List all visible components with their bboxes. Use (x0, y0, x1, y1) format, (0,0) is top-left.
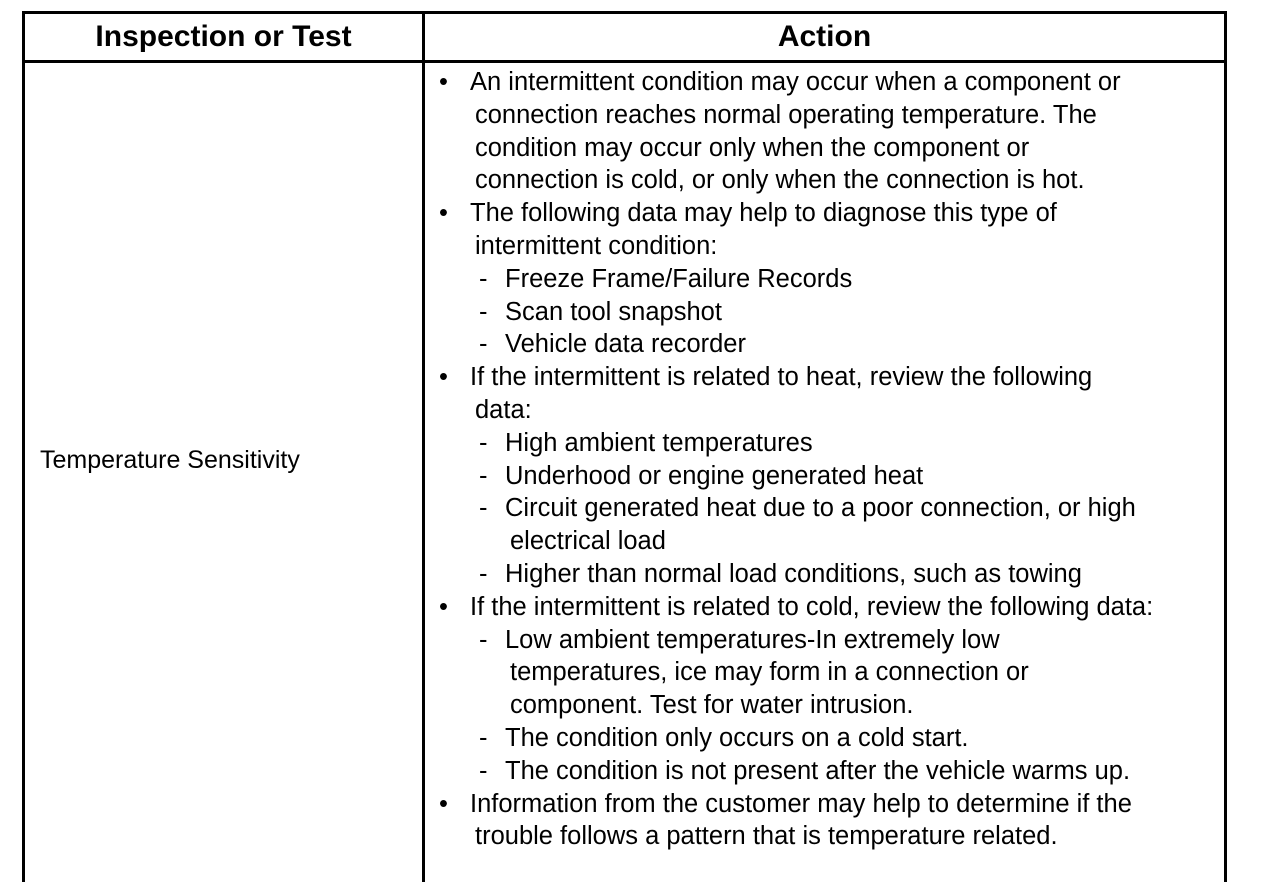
action-bullet-item (437, 66, 1217, 197)
action-sub-list (437, 624, 1217, 788)
action-sub-item (437, 328, 1217, 361)
action-sub-item (437, 624, 1217, 722)
action-bullet-item (437, 788, 1217, 854)
action-bullet-item (437, 361, 1217, 591)
header-action: Action (777, 20, 872, 53)
action-sub-line: - Circuit generated heat due to a poor connection, or high (505, 494, 1136, 523)
action-sub-line: - Underhood or engine generated heat (505, 461, 924, 490)
inspection-name-cell: Temperature Sensitivity (40, 446, 300, 474)
action-sub-item (437, 755, 1217, 788)
action-sub-line: - Freeze Frame/Failure Records (505, 264, 853, 293)
action-bullet-line: • An intermittent condition may occur when a component or (470, 68, 1121, 96)
action-sub-line: - The condition only occurs on a cold start. (505, 723, 969, 752)
action-sub-line: - Low ambient temperatures-In extremely low (505, 625, 1000, 654)
action-sub-line: component. Test for water intrusion. (510, 691, 914, 720)
action-bullet-line: connection is cold, or only when the connection is hot. (475, 166, 1085, 195)
action-bullet-line: data: (475, 395, 532, 424)
action-sub-item (437, 427, 1217, 460)
action-sub-line: temperatures, ice may form in a connection or (510, 658, 1029, 687)
action-bullet-line: • Information from the customer may help to determine if the (470, 789, 1132, 818)
action-sub-item (437, 296, 1217, 329)
action-sub-item (437, 492, 1217, 558)
action-bullet-line: connection reaches normal operating temperature. The (475, 100, 1097, 129)
action-sub-list (437, 427, 1217, 591)
action-bullet-item (437, 591, 1217, 788)
action-sub-item (437, 460, 1217, 493)
action-bullet-line: • If the intermittent is related to cold, review the following data: (470, 592, 1154, 621)
action-bullet-line: intermittent condition: (475, 231, 718, 260)
action-bullet-line: trouble follows a pattern that is temperature related. (475, 822, 1058, 851)
action-sub-line: - High ambient temperatures (505, 428, 813, 457)
header-inspection-or-test: Inspection or Test (95, 20, 352, 53)
action-sub-line: - Higher than normal load conditions, such as towing (505, 559, 1082, 588)
action-sub-item (437, 722, 1217, 755)
action-bullet-line: • The following data may help to diagnose this type of (470, 199, 1057, 228)
action-sub-list (437, 263, 1217, 361)
action-sub-item (437, 263, 1217, 296)
action-bullet-item (437, 197, 1217, 361)
action-sub-line: - The condition is not present after the vehicle warms up. (505, 756, 1131, 785)
action-sub-line: - Vehicle data recorder (505, 330, 746, 359)
action-sub-line: - Scan tool snapshot (505, 297, 722, 326)
action-bullet-line: condition may occur only when the component or (475, 133, 1030, 162)
action-sub-item (437, 558, 1217, 591)
action-sub-line: electrical load (510, 527, 666, 556)
column-divider (422, 11, 425, 882)
header-divider (22, 60, 1227, 63)
action-list (437, 66, 1217, 853)
action-bullet-line: • If the intermittent is related to heat, review the following (470, 363, 1093, 392)
